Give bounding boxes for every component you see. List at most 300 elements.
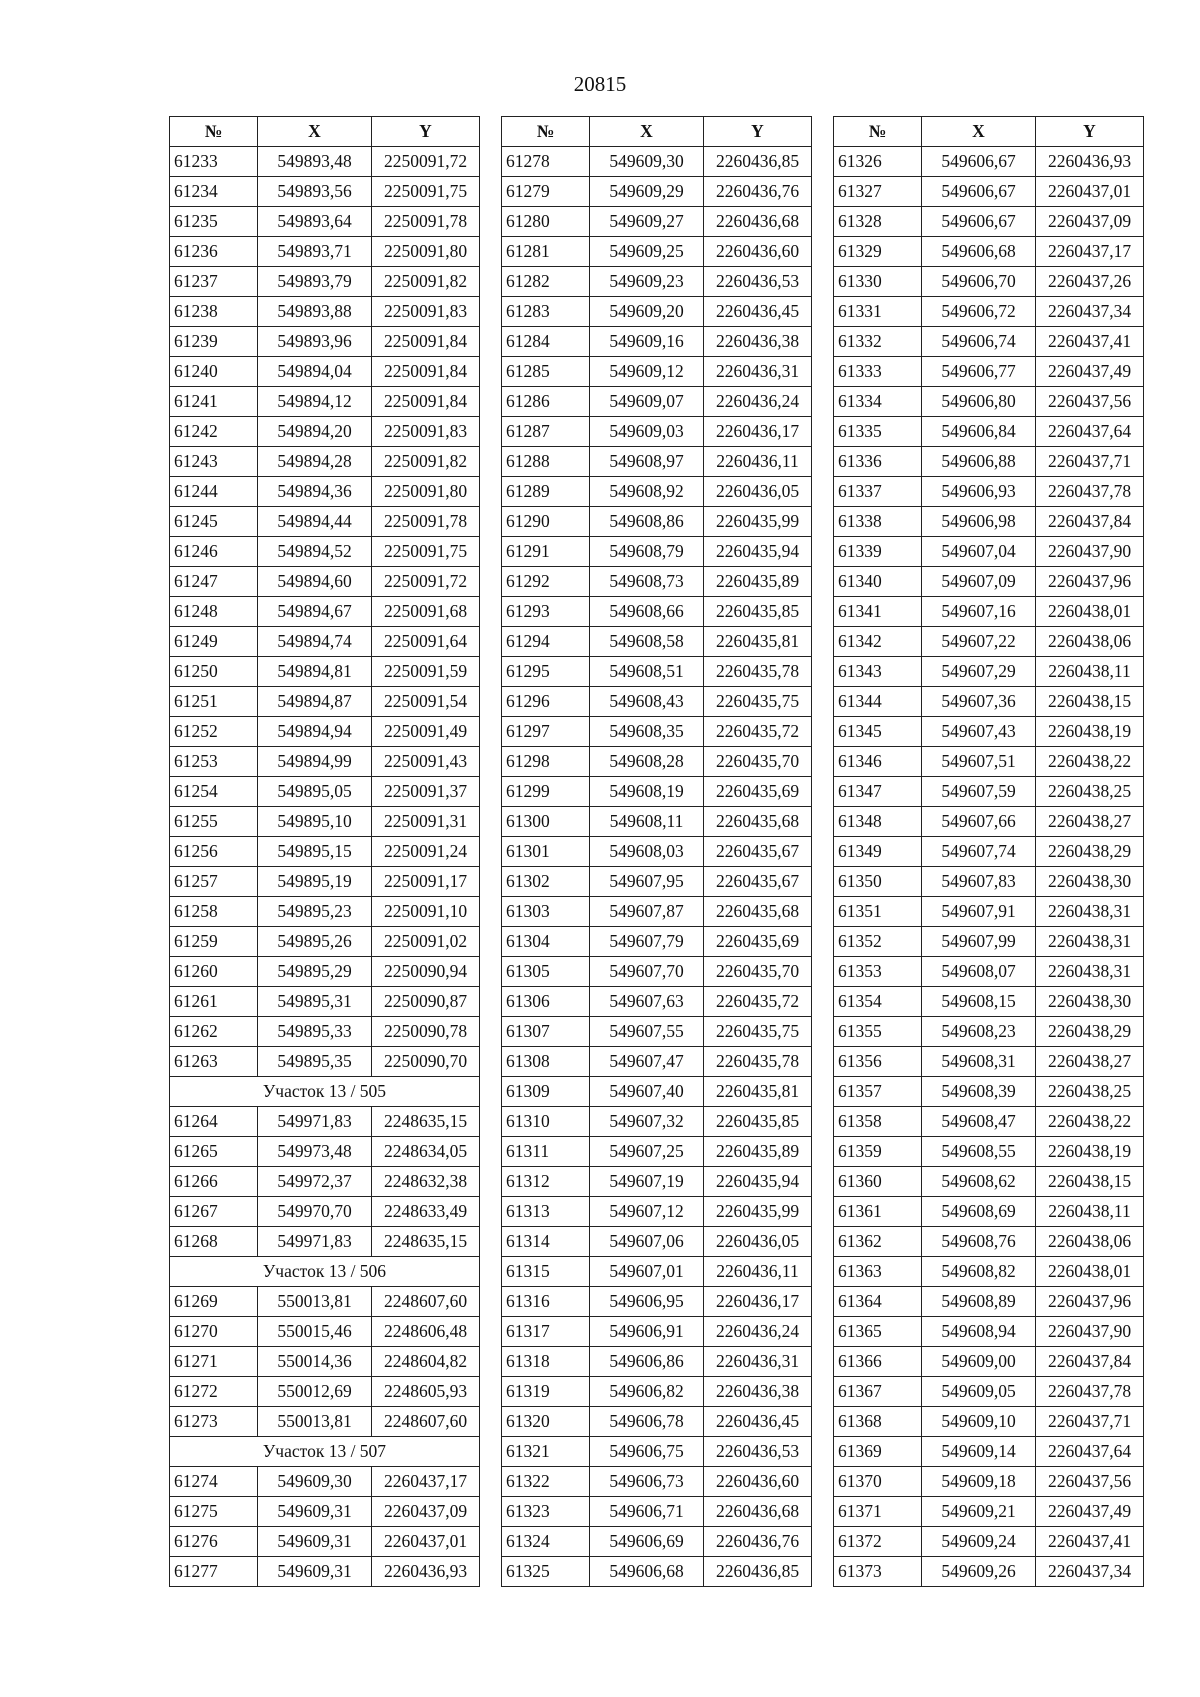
point-number-cell: 61310 — [502, 1107, 590, 1137]
point-number-cell: 61363 — [834, 1257, 922, 1287]
table-row — [502, 567, 812, 597]
table-row — [502, 717, 812, 747]
table-row — [170, 777, 480, 807]
table-row — [502, 1137, 812, 1167]
table-row — [834, 1497, 1144, 1527]
x-coordinate-cell: 549606,74 — [922, 327, 1036, 357]
y-coordinate-cell: 2250091,31 — [372, 807, 480, 837]
x-coordinate-cell: 549973,48 — [258, 1137, 372, 1167]
x-coordinate-cell: 549607,04 — [922, 537, 1036, 567]
point-number-cell: 61308 — [502, 1047, 590, 1077]
x-coordinate-cell: 549608,31 — [922, 1047, 1036, 1077]
y-coordinate-cell: 2260438,22 — [1036, 747, 1144, 777]
table-row — [502, 147, 812, 177]
table-row — [834, 987, 1144, 1017]
table-row — [170, 1017, 480, 1047]
y-coordinate-cell: 2260437,49 — [1036, 357, 1144, 387]
point-number-cell: 61246 — [170, 537, 258, 567]
point-number-cell: 61327 — [834, 177, 922, 207]
x-coordinate-cell: 549894,74 — [258, 627, 372, 657]
table-row — [502, 927, 812, 957]
point-number-cell: 61237 — [170, 267, 258, 297]
table-row — [834, 297, 1144, 327]
y-coordinate-cell: 2260438,29 — [1036, 1017, 1144, 1047]
x-coordinate-cell: 549608,73 — [590, 567, 704, 597]
x-coordinate-cell: 549893,88 — [258, 297, 372, 327]
point-number-cell: 61271 — [170, 1347, 258, 1377]
x-coordinate-cell: 549894,99 — [258, 747, 372, 777]
table-row — [502, 537, 812, 567]
point-number-cell: 61325 — [502, 1557, 590, 1587]
x-coordinate-cell: 549606,84 — [922, 417, 1036, 447]
x-coordinate-cell: 549607,74 — [922, 837, 1036, 867]
x-coordinate-cell: 549607,16 — [922, 597, 1036, 627]
y-coordinate-cell: 2260436,17 — [704, 417, 812, 447]
x-coordinate-cell: 549608,94 — [922, 1317, 1036, 1347]
table-row — [502, 777, 812, 807]
point-number-cell: 61353 — [834, 957, 922, 987]
y-coordinate-cell: 2260438,11 — [1036, 1197, 1144, 1227]
y-coordinate-cell: 2260437,71 — [1036, 1407, 1144, 1437]
table-row — [170, 1197, 480, 1227]
x-coordinate-cell: 549609,31 — [258, 1497, 372, 1527]
point-number-cell: 61302 — [502, 867, 590, 897]
table-row — [502, 1557, 812, 1587]
point-number-cell: 61361 — [834, 1197, 922, 1227]
x-coordinate-cell: 549609,20 — [590, 297, 704, 327]
x-coordinate-cell: 549970,70 — [258, 1197, 372, 1227]
table-row — [502, 837, 812, 867]
table-row — [834, 777, 1144, 807]
x-coordinate-cell: 549894,44 — [258, 507, 372, 537]
y-coordinate-cell: 2260435,99 — [704, 507, 812, 537]
table-row — [170, 357, 480, 387]
table-row — [170, 177, 480, 207]
point-number-cell: 61303 — [502, 897, 590, 927]
point-number-cell: 61328 — [834, 207, 922, 237]
point-number-cell: 61367 — [834, 1377, 922, 1407]
x-coordinate-cell: 549609,23 — [590, 267, 704, 297]
table-row — [834, 1227, 1144, 1257]
table-row — [502, 597, 812, 627]
x-coordinate-cell: 549608,79 — [590, 537, 704, 567]
point-number-cell: 61350 — [834, 867, 922, 897]
point-number-cell: 61339 — [834, 537, 922, 567]
table-row — [502, 1197, 812, 1227]
x-coordinate-cell: 550015,46 — [258, 1317, 372, 1347]
table-row — [502, 177, 812, 207]
table-row — [834, 1047, 1144, 1077]
x-coordinate-cell: 549607,91 — [922, 897, 1036, 927]
table-row — [834, 597, 1144, 627]
table-row — [170, 687, 480, 717]
y-coordinate-cell: 2260438,30 — [1036, 867, 1144, 897]
x-coordinate-cell: 549895,26 — [258, 927, 372, 957]
point-number-cell: 61314 — [502, 1227, 590, 1257]
y-coordinate-cell: 2260437,01 — [372, 1527, 480, 1557]
x-coordinate-cell: 549895,29 — [258, 957, 372, 987]
y-coordinate-cell: 2250091,84 — [372, 327, 480, 357]
x-coordinate-cell: 549608,97 — [590, 447, 704, 477]
x-coordinate-cell: 549606,82 — [590, 1377, 704, 1407]
x-coordinate-cell: 549607,95 — [590, 867, 704, 897]
table-header-row — [170, 117, 480, 147]
y-coordinate-cell: 2260438,06 — [1036, 1227, 1144, 1257]
x-coordinate-cell: 549894,52 — [258, 537, 372, 567]
point-number-cell: 61272 — [170, 1377, 258, 1407]
table-row — [502, 507, 812, 537]
y-coordinate-cell: 2260438,15 — [1036, 1167, 1144, 1197]
point-number-cell: 61349 — [834, 837, 922, 867]
x-coordinate-cell: 549607,79 — [590, 927, 704, 957]
table-row — [170, 447, 480, 477]
point-number-cell: 61239 — [170, 327, 258, 357]
table-row — [834, 717, 1144, 747]
point-number-cell: 61291 — [502, 537, 590, 567]
table-row — [170, 537, 480, 567]
y-coordinate-cell: 2260435,67 — [704, 837, 812, 867]
y-coordinate-cell: 2260435,69 — [704, 777, 812, 807]
table-row — [502, 237, 812, 267]
table-row — [170, 717, 480, 747]
table-row — [502, 867, 812, 897]
y-coordinate-cell: 2260438,31 — [1036, 897, 1144, 927]
y-coordinate-cell: 2250091,10 — [372, 897, 480, 927]
y-coordinate-cell: 2250091,75 — [372, 177, 480, 207]
x-coordinate-cell: 549609,31 — [258, 1527, 372, 1557]
x-coordinate-cell: 549608,62 — [922, 1167, 1036, 1197]
x-coordinate-cell: 549606,93 — [922, 477, 1036, 507]
point-number-cell: 61329 — [834, 237, 922, 267]
x-coordinate-cell: 549894,36 — [258, 477, 372, 507]
table-row — [834, 417, 1144, 447]
x-coordinate-cell: 549607,22 — [922, 627, 1036, 657]
x-coordinate-cell: 549609,07 — [590, 387, 704, 417]
point-number-cell: 61278 — [502, 147, 590, 177]
x-coordinate-cell: 549895,05 — [258, 777, 372, 807]
point-number-cell: 61287 — [502, 417, 590, 447]
y-coordinate-cell: 2260436,45 — [704, 297, 812, 327]
point-number-cell: 61233 — [170, 147, 258, 177]
y-coordinate-cell: 2260438,01 — [1036, 597, 1144, 627]
y-coordinate-cell: 2260438,11 — [1036, 657, 1144, 687]
point-number-cell: 61256 — [170, 837, 258, 867]
point-number-cell: 61322 — [502, 1467, 590, 1497]
y-coordinate-cell: 2250090,78 — [372, 1017, 480, 1047]
table-row — [834, 237, 1144, 267]
table-row — [834, 627, 1144, 657]
point-number-cell: 61290 — [502, 507, 590, 537]
page-number: 20815 — [573, 72, 627, 96]
point-number-cell: 61373 — [834, 1557, 922, 1587]
point-number-cell: 61270 — [170, 1317, 258, 1347]
point-number-cell: 61294 — [502, 627, 590, 657]
header-x: X — [258, 117, 372, 147]
table-row — [502, 1347, 812, 1377]
table-row — [502, 1287, 812, 1317]
coordinates-table-1 — [169, 116, 480, 1587]
x-coordinate-cell: 549606,71 — [590, 1497, 704, 1527]
point-number-cell: 61360 — [834, 1167, 922, 1197]
x-coordinate-cell: 549606,77 — [922, 357, 1036, 387]
table-row — [502, 627, 812, 657]
table-row — [170, 1527, 480, 1557]
point-number-cell: 61286 — [502, 387, 590, 417]
point-number-cell: 61280 — [502, 207, 590, 237]
y-coordinate-cell: 2260437,01 — [1036, 177, 1144, 207]
point-number-cell: 61252 — [170, 717, 258, 747]
point-number-cell: 61260 — [170, 957, 258, 987]
x-coordinate-cell: 549608,07 — [922, 957, 1036, 987]
x-coordinate-cell: 549608,66 — [590, 597, 704, 627]
y-coordinate-cell: 2260437,96 — [1036, 1287, 1144, 1317]
table-row — [834, 1287, 1144, 1317]
y-coordinate-cell: 2260438,30 — [1036, 987, 1144, 1017]
x-coordinate-cell: 549607,59 — [922, 777, 1036, 807]
point-number-cell: 61358 — [834, 1107, 922, 1137]
header-y: Y — [704, 117, 812, 147]
y-coordinate-cell: 2260437,90 — [1036, 1317, 1144, 1347]
y-coordinate-cell: 2260438,15 — [1036, 687, 1144, 717]
y-coordinate-cell: 2248634,05 — [372, 1137, 480, 1167]
y-coordinate-cell: 2260436,85 — [704, 1557, 812, 1587]
table-row — [834, 897, 1144, 927]
y-coordinate-cell: 2250091,84 — [372, 387, 480, 417]
x-coordinate-cell: 549893,56 — [258, 177, 372, 207]
x-coordinate-cell: 549609,30 — [258, 1467, 372, 1497]
point-number-cell: 61323 — [502, 1497, 590, 1527]
coordinates-table-2 — [501, 116, 812, 1587]
x-coordinate-cell: 549609,10 — [922, 1407, 1036, 1437]
x-coordinate-cell: 549895,31 — [258, 987, 372, 1017]
point-number-cell: 61258 — [170, 897, 258, 927]
table-row — [170, 1497, 480, 1527]
y-coordinate-cell: 2260437,17 — [1036, 237, 1144, 267]
point-number-cell: 61301 — [502, 837, 590, 867]
x-coordinate-cell: 549609,27 — [590, 207, 704, 237]
x-coordinate-cell: 550013,81 — [258, 1407, 372, 1437]
x-coordinate-cell: 549606,67 — [922, 177, 1036, 207]
y-coordinate-cell: 2260435,67 — [704, 867, 812, 897]
point-number-cell: 61312 — [502, 1167, 590, 1197]
table-row — [502, 267, 812, 297]
table-row — [834, 537, 1144, 567]
x-coordinate-cell: 549609,29 — [590, 177, 704, 207]
point-number-cell: 61277 — [170, 1557, 258, 1587]
coordinates-table-3 — [833, 116, 1144, 1587]
x-coordinate-cell: 549609,12 — [590, 357, 704, 387]
point-number-cell: 61338 — [834, 507, 922, 537]
x-coordinate-cell: 549607,12 — [590, 1197, 704, 1227]
point-number-cell: 61347 — [834, 777, 922, 807]
point-number-cell: 61259 — [170, 927, 258, 957]
point-number-cell: 61372 — [834, 1527, 922, 1557]
x-coordinate-cell: 549608,47 — [922, 1107, 1036, 1137]
y-coordinate-cell: 2260435,75 — [704, 1017, 812, 1047]
point-number-cell: 61354 — [834, 987, 922, 1017]
point-number-cell: 61288 — [502, 447, 590, 477]
point-number-cell: 61320 — [502, 1407, 590, 1437]
x-coordinate-cell: 549609,25 — [590, 237, 704, 267]
table-row — [502, 1107, 812, 1137]
point-number-cell: 61241 — [170, 387, 258, 417]
y-coordinate-cell: 2260438,31 — [1036, 957, 1144, 987]
y-coordinate-cell: 2248606,48 — [372, 1317, 480, 1347]
table-row — [170, 237, 480, 267]
y-coordinate-cell: 2260435,72 — [704, 987, 812, 1017]
y-coordinate-cell: 2260437,09 — [372, 1497, 480, 1527]
table-row — [834, 327, 1144, 357]
header-number: № — [502, 117, 590, 147]
x-coordinate-cell: 549971,83 — [258, 1107, 372, 1137]
x-coordinate-cell: 549606,86 — [590, 1347, 704, 1377]
y-coordinate-cell: 2250090,70 — [372, 1047, 480, 1077]
y-coordinate-cell: 2260436,68 — [704, 207, 812, 237]
y-coordinate-cell: 2250091,80 — [372, 477, 480, 507]
table-row — [502, 957, 812, 987]
y-coordinate-cell: 2250091,54 — [372, 687, 480, 717]
x-coordinate-cell: 549609,14 — [922, 1437, 1036, 1467]
y-coordinate-cell: 2260436,85 — [704, 147, 812, 177]
point-number-cell: 61240 — [170, 357, 258, 387]
x-coordinate-cell: 549606,88 — [922, 447, 1036, 477]
table-row — [502, 1527, 812, 1557]
x-coordinate-cell: 549895,19 — [258, 867, 372, 897]
table-row — [170, 1107, 480, 1137]
x-coordinate-cell: 549895,10 — [258, 807, 372, 837]
x-coordinate-cell: 549607,25 — [590, 1137, 704, 1167]
table-row — [834, 1407, 1144, 1437]
header-number: № — [170, 117, 258, 147]
table-header-row — [834, 117, 1144, 147]
point-number-cell: 61235 — [170, 207, 258, 237]
point-number-cell: 61362 — [834, 1227, 922, 1257]
point-number-cell: 61369 — [834, 1437, 922, 1467]
point-number-cell: 61274 — [170, 1467, 258, 1497]
table-row — [834, 1197, 1144, 1227]
x-coordinate-cell: 549607,29 — [922, 657, 1036, 687]
point-number-cell: 61265 — [170, 1137, 258, 1167]
y-coordinate-cell: 2260438,25 — [1036, 1077, 1144, 1107]
x-coordinate-cell: 549607,09 — [922, 567, 1036, 597]
y-coordinate-cell: 2250091,80 — [372, 237, 480, 267]
y-coordinate-cell: 2260435,89 — [704, 567, 812, 597]
table-row — [170, 1047, 480, 1077]
table-row — [502, 1227, 812, 1257]
point-number-cell: 61331 — [834, 297, 922, 327]
header-y: Y — [372, 117, 480, 147]
point-number-cell: 61313 — [502, 1197, 590, 1227]
table-row — [502, 357, 812, 387]
header-y: Y — [1036, 117, 1144, 147]
y-coordinate-cell: 2260436,93 — [372, 1557, 480, 1587]
x-coordinate-cell: 549607,32 — [590, 1107, 704, 1137]
y-coordinate-cell: 2260435,94 — [704, 537, 812, 567]
table-row — [834, 1347, 1144, 1377]
x-coordinate-cell: 549609,26 — [922, 1557, 1036, 1587]
y-coordinate-cell: 2260438,25 — [1036, 777, 1144, 807]
point-number-cell: 61368 — [834, 1407, 922, 1437]
point-number-cell: 61253 — [170, 747, 258, 777]
y-coordinate-cell: 2260436,76 — [704, 177, 812, 207]
point-number-cell: 61307 — [502, 1017, 590, 1047]
table-row — [502, 447, 812, 477]
point-number-cell: 61365 — [834, 1317, 922, 1347]
y-coordinate-cell: 2250091,84 — [372, 357, 480, 387]
y-coordinate-cell: 2260438,31 — [1036, 927, 1144, 957]
table-row — [502, 417, 812, 447]
x-coordinate-cell: 549609,24 — [922, 1527, 1036, 1557]
x-coordinate-cell: 549609,16 — [590, 327, 704, 357]
point-number-cell: 61268 — [170, 1227, 258, 1257]
x-coordinate-cell: 549607,43 — [922, 717, 1036, 747]
table-row — [502, 1257, 812, 1287]
table-row — [170, 417, 480, 447]
table-row — [834, 837, 1144, 867]
table-row — [170, 597, 480, 627]
x-coordinate-cell: 549895,35 — [258, 1047, 372, 1077]
point-number-cell: 61257 — [170, 867, 258, 897]
table-row — [170, 207, 480, 237]
table-row — [834, 147, 1144, 177]
point-number-cell: 61263 — [170, 1047, 258, 1077]
y-coordinate-cell: 2260436,11 — [704, 447, 812, 477]
x-coordinate-cell: 549606,70 — [922, 267, 1036, 297]
table-row — [502, 807, 812, 837]
x-coordinate-cell: 549894,67 — [258, 597, 372, 627]
y-coordinate-cell: 2260436,38 — [704, 1377, 812, 1407]
y-coordinate-cell: 2260435,68 — [704, 807, 812, 837]
point-number-cell: 61356 — [834, 1047, 922, 1077]
y-coordinate-cell: 2260438,27 — [1036, 807, 1144, 837]
point-number-cell: 61297 — [502, 717, 590, 747]
point-number-cell: 61336 — [834, 447, 922, 477]
x-coordinate-cell: 549895,33 — [258, 1017, 372, 1047]
y-coordinate-cell: 2260435,89 — [704, 1137, 812, 1167]
table-row — [170, 507, 480, 537]
x-coordinate-cell: 549607,87 — [590, 897, 704, 927]
y-coordinate-cell: 2260437,71 — [1036, 447, 1144, 477]
y-coordinate-cell: 2250091,17 — [372, 867, 480, 897]
table-row — [170, 297, 480, 327]
y-coordinate-cell: 2248635,15 — [372, 1227, 480, 1257]
x-coordinate-cell: 549894,28 — [258, 447, 372, 477]
y-coordinate-cell: 2248607,60 — [372, 1407, 480, 1437]
y-coordinate-cell: 2250091,78 — [372, 207, 480, 237]
y-coordinate-cell: 2260435,78 — [704, 1047, 812, 1077]
table-row — [502, 1407, 812, 1437]
x-coordinate-cell: 549894,94 — [258, 717, 372, 747]
y-coordinate-cell: 2260437,34 — [1036, 297, 1144, 327]
header-x: X — [922, 117, 1036, 147]
point-number-cell: 61238 — [170, 297, 258, 327]
x-coordinate-cell: 549893,71 — [258, 237, 372, 267]
y-coordinate-cell: 2260438,19 — [1036, 717, 1144, 747]
x-coordinate-cell: 549608,92 — [590, 477, 704, 507]
x-coordinate-cell: 549608,11 — [590, 807, 704, 837]
x-coordinate-cell: 549607,83 — [922, 867, 1036, 897]
header-x: X — [590, 117, 704, 147]
point-number-cell: 61305 — [502, 957, 590, 987]
x-coordinate-cell: 549609,21 — [922, 1497, 1036, 1527]
x-coordinate-cell: 549895,15 — [258, 837, 372, 867]
x-coordinate-cell: 549971,83 — [258, 1227, 372, 1257]
table-row — [170, 1557, 480, 1587]
point-number-cell: 61337 — [834, 477, 922, 507]
table-row — [502, 1017, 812, 1047]
y-coordinate-cell: 2260436,68 — [704, 1497, 812, 1527]
point-number-cell: 61275 — [170, 1497, 258, 1527]
